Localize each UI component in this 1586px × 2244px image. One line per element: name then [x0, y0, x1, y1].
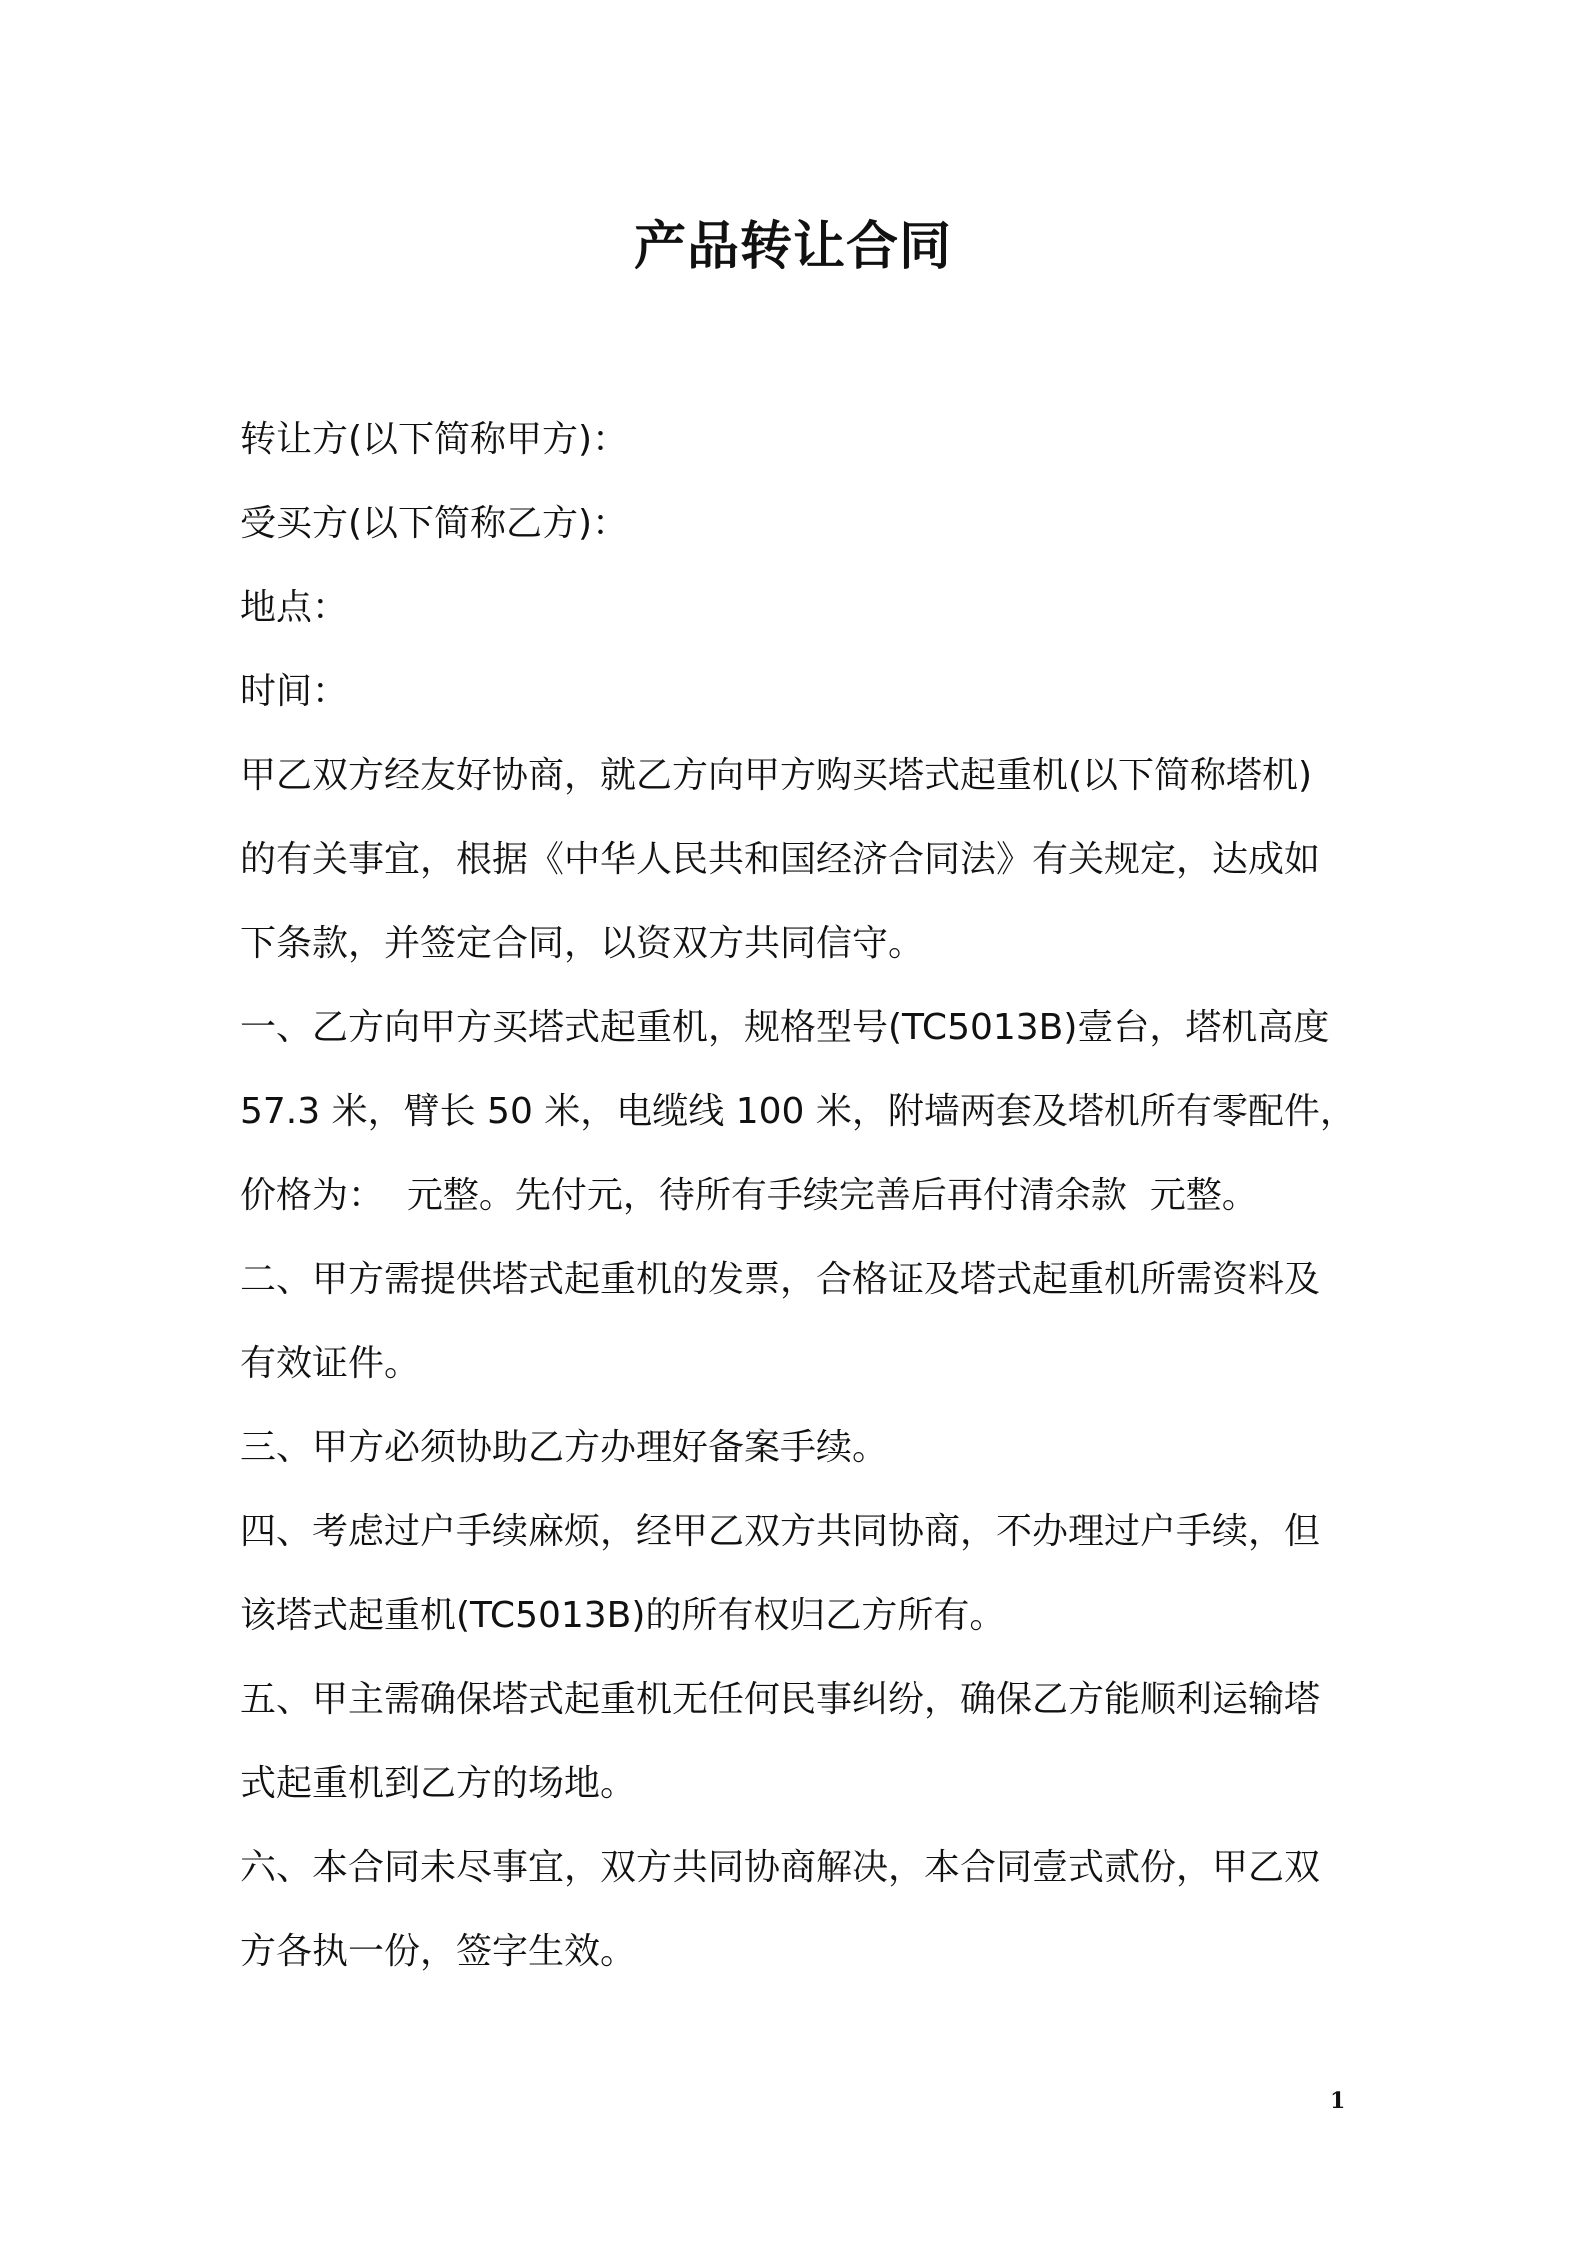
- clause-3-line: 三、甲方必须协助乙方办理好备案手续。: [240, 1427, 889, 1468]
- party-a-line: 转让方(以下简称甲方)：: [240, 419, 629, 460]
- document-body: [240, 398, 1360, 1994]
- clause-6-line: 六、本合同未尽事宜，双方共同协商解决，本合同壹式贰份，甲乙双: [240, 1847, 1321, 1888]
- preamble-line: 下条款，并签定合同，以资双方共同信守。: [240, 923, 925, 964]
- clause-1-line: 57.3 米，臂长 50 米，电缆线 100 米，附墙两套及塔机所有零配件，: [240, 1091, 1356, 1132]
- location-line: 地点：: [240, 587, 349, 628]
- preamble-line: 甲乙双方经友好协商，就乙方向甲方购买塔式起重机(以下简称塔机): [240, 755, 1313, 796]
- clause-1-line: 一、乙方向甲方买塔式起重机，规格型号(TC5013B)壹台，塔机高度: [240, 1007, 1330, 1048]
- clause-2-line: 二、甲方需提供塔式起重机的发票，合格证及塔式起重机所需资料及: [240, 1259, 1321, 1300]
- clause-5-line: 式起重机到乙方的场地。: [240, 1763, 637, 1804]
- clause-6-line: 方各执一份，签字生效。: [240, 1931, 637, 1972]
- time-line: 时间：: [240, 671, 349, 712]
- clause-5-line: 五、甲主需确保塔式起重机无任何民事纠纷，确保乙方能顺利运输塔: [240, 1679, 1321, 1720]
- document-title: 产品转让合同: [633, 217, 952, 277]
- preamble-line: 的有关事宜，根据《中华人民共和国经济合同法》有关规定，达成如: [240, 839, 1321, 880]
- clause-4-line: 四、考虑过户手续麻烦，经甲乙双方共同协商，不办理过户手续，但: [240, 1511, 1321, 1552]
- clause-1-line: 价格为： 元整。先付元，待所有手续完善后再付清余款 元整。: [240, 1175, 1258, 1216]
- clause-2-line: 有效证件。: [240, 1343, 421, 1384]
- page-number: 1: [1330, 2088, 1346, 2114]
- party-b-line: 受买方(以下简称乙方)：: [240, 503, 629, 544]
- clause-4-line: 该塔式起重机(TC5013B)的所有权归乙方所有。: [240, 1595, 1006, 1636]
